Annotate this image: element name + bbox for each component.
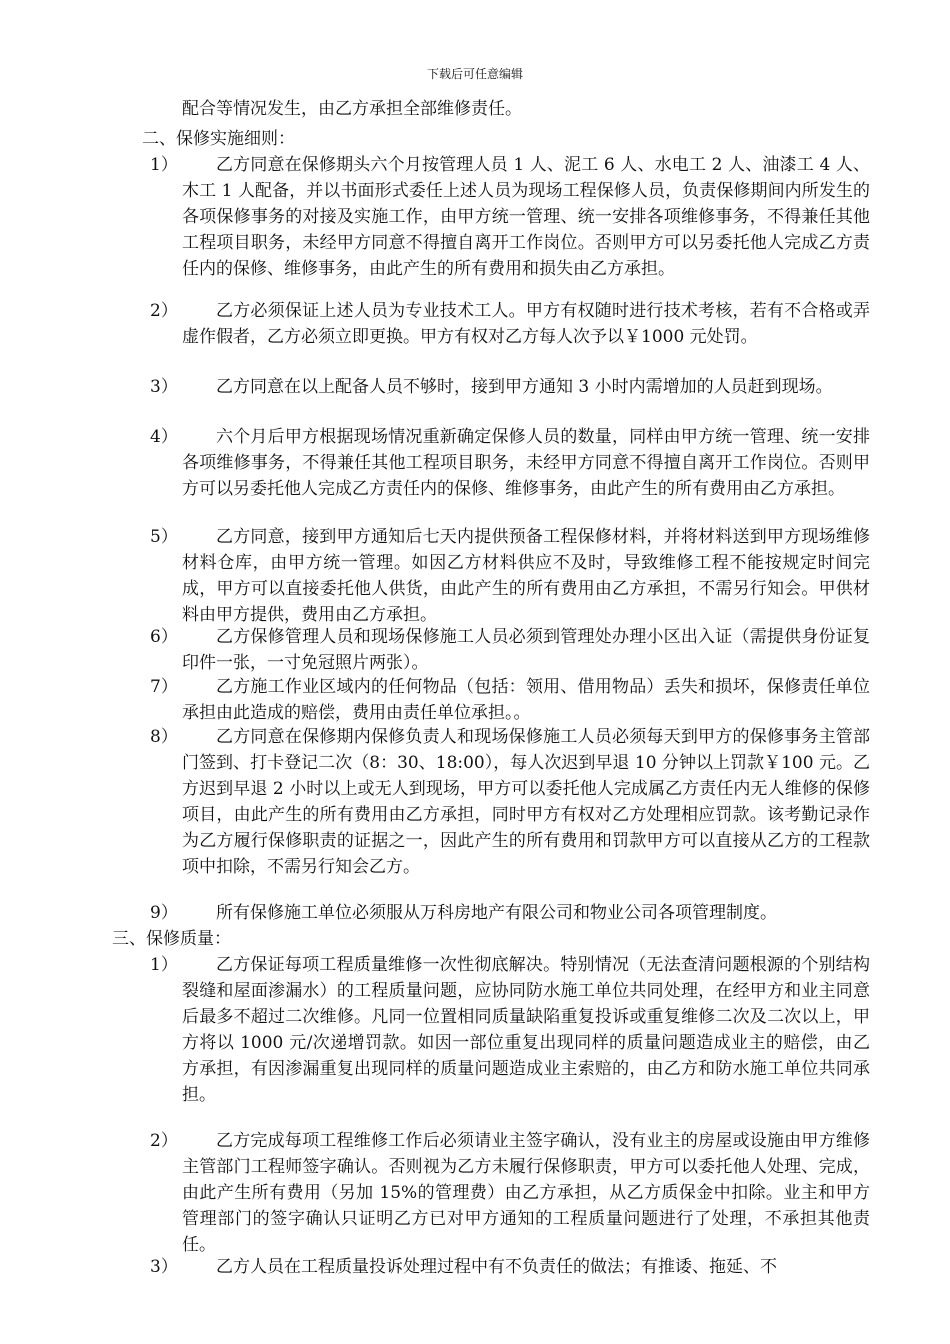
continuation-line: 配合等情况发生，由乙方承担全部维修责任。 bbox=[182, 99, 522, 119]
section-2-item-8 bbox=[150, 724, 870, 880]
item-number: 1） bbox=[150, 955, 178, 975]
item-number: 4） bbox=[150, 427, 178, 447]
item-text: 乙方同意，接到甲方通知后七天内提供预备工程保修材料，并将材料送到甲方现场维修材料仓库，由甲方统一管理。如因乙方材料供应不及时，导致维修工程不能按规定时间完成，甲方可以直接委托他人供货，由此产生的所有费用由乙方承担，不需另行知会。甲供材料由甲方提供，费用由乙方承担。 bbox=[182, 527, 870, 625]
item-text: 乙方人员在工程质量投诉处理过程中有不负责任的做法；有推诿、拖延、不 bbox=[216, 1257, 777, 1277]
item-text: 乙方完成每项工程维修工作后必须请业主签字确认，没有业主的房屋或设施由甲方维修主管部门工程师签字确认。否则视为乙方未履行保修职责，甲方可以委托他人处理、完成，由此产生所有费用（另加 15%的管理费）由乙方承担，从乙方质保金中扣除。业主和甲方管理部门的签字确认只证明乙方已对甲方通知的工程质量问题进行了处理，不承担其他责任。 bbox=[182, 1131, 870, 1255]
item-text: 乙方同意在以上配备人员不够时，接到甲方通知 3 小时内需增加的人员赶到现场。 bbox=[216, 377, 833, 397]
section-2-item-2 bbox=[150, 298, 870, 350]
section-2-item-6 bbox=[150, 624, 870, 676]
item-text: 乙方施工作业区域内的任何物品（包括：领用、借用物品）丢失和损坏，保修责任单位承担由此造成的赔偿，费用由责任单位承担。。 bbox=[182, 677, 870, 723]
item-text: 六个月后甲方根据现场情况重新确定保修人员的数量，同样由甲方统一管理、统一安排各项维修事务，不得兼任其他工程项目职务，未经甲方同意不得擅自离开工作岗位。否则甲方可以另委托他人完成乙方责任内的保修、维修事务，由此产生的所有费用由乙方承担。 bbox=[182, 427, 870, 499]
section-2-title: 二、保修实施细则： bbox=[142, 129, 295, 149]
section-3-title: 三、保修质量： bbox=[112, 929, 231, 949]
section-2-item-3 bbox=[150, 374, 870, 400]
item-text: 乙方同意在保修期头六个月按管理人员 1 人、泥工 6 人、水电工 2 人、油漆工 4 人、木工 1 人配备，并以书面形式委任上述人员为现场工程保修人员，负责保修期间内所发生的各项保修事务的对接及实施工作，由甲方统一管理、统一安排各项维修事务，不得兼任其他工程项目职务，未经甲方同意不得擅自离开工作岗位。否则甲方可以另委托他人完成乙方责任内的保修、维修事务，由此产生的所有费用和损失由乙方承担。 bbox=[182, 155, 870, 279]
item-number: 1） bbox=[150, 155, 178, 175]
item-text: 乙方保修管理人员和现场保修施工人员必须到管理处办理小区出入证（需提供身份证复印件一张，一寸免冠照片两张）。 bbox=[182, 627, 870, 673]
item-text: 乙方保证每项工程质量维修一次性彻底解决。特别情况（无法查清问题根源的个别结构裂缝和屋面渗漏水）的工程质量问题，应协同防水施工单位共同处理，在经甲方和业主同意后最多不超过二次维修。凡同一位置相同质量缺陷重复投诉或重复维修二次及二次以上，甲方将以 1000 元/次递增罚款。如因一部位重复出现同样的质量问题造成业主的赔偿，由乙方承担，有因渗漏重复出现同样的质量问题造成业主索赔的，由乙方和防水施工单位共同承担。 bbox=[182, 955, 870, 1105]
section-2-item-9 bbox=[150, 900, 870, 926]
section-2-item-1 bbox=[150, 152, 870, 282]
item-number: 3） bbox=[150, 377, 178, 397]
item-number: 9） bbox=[150, 903, 178, 923]
section-2-item-4 bbox=[150, 424, 870, 502]
section-2-item-5 bbox=[150, 524, 870, 628]
item-number: 2） bbox=[150, 1131, 178, 1151]
item-number: 5） bbox=[150, 527, 178, 547]
header-note: 下载后可任意编辑 bbox=[426, 67, 523, 81]
section-3-item-3 bbox=[150, 1254, 870, 1280]
item-number: 6） bbox=[150, 627, 178, 647]
section-2-item-7 bbox=[150, 674, 870, 726]
item-text: 乙方必须保证上述人员为专业技术工人。甲方有权随时进行技术考核，若有不合格或弄虚作假者，乙方必须立即更换。甲方有权对乙方每人次予以￥1000 元处罚。 bbox=[182, 301, 870, 347]
item-text: 乙方同意在保修期内保修负责人和现场保修施工人员必须每天到甲方的保修事务主管部门签到、打卡登记二次（8：30、18:00），每人次迟到早退 10 分钟以上罚款￥100 元。乙方迟到早退 2 小时以上或无人到现场，甲方可以委托他人完成属乙方责任内无人维修的保修项目，由此产生的所有费用由乙方承担，同时甲方有权对乙方处理相应罚款。该考勤记录作为乙方履行保修职责的证据之一，因此产生的所有费用和罚款甲方可以直接从乙方的工程款项中扣除，不需另行知会乙方。 bbox=[182, 727, 870, 877]
item-text: 所有保修施工单位必须服从万科房地产有限公司和物业公司各项管理制度。 bbox=[216, 903, 777, 923]
item-number: 8） bbox=[150, 727, 178, 747]
item-number: 3） bbox=[150, 1257, 178, 1277]
item-number: 7） bbox=[150, 677, 178, 697]
item-number: 2） bbox=[150, 301, 178, 321]
section-3-item-2 bbox=[150, 1128, 870, 1258]
section-3-item-1 bbox=[150, 952, 870, 1108]
